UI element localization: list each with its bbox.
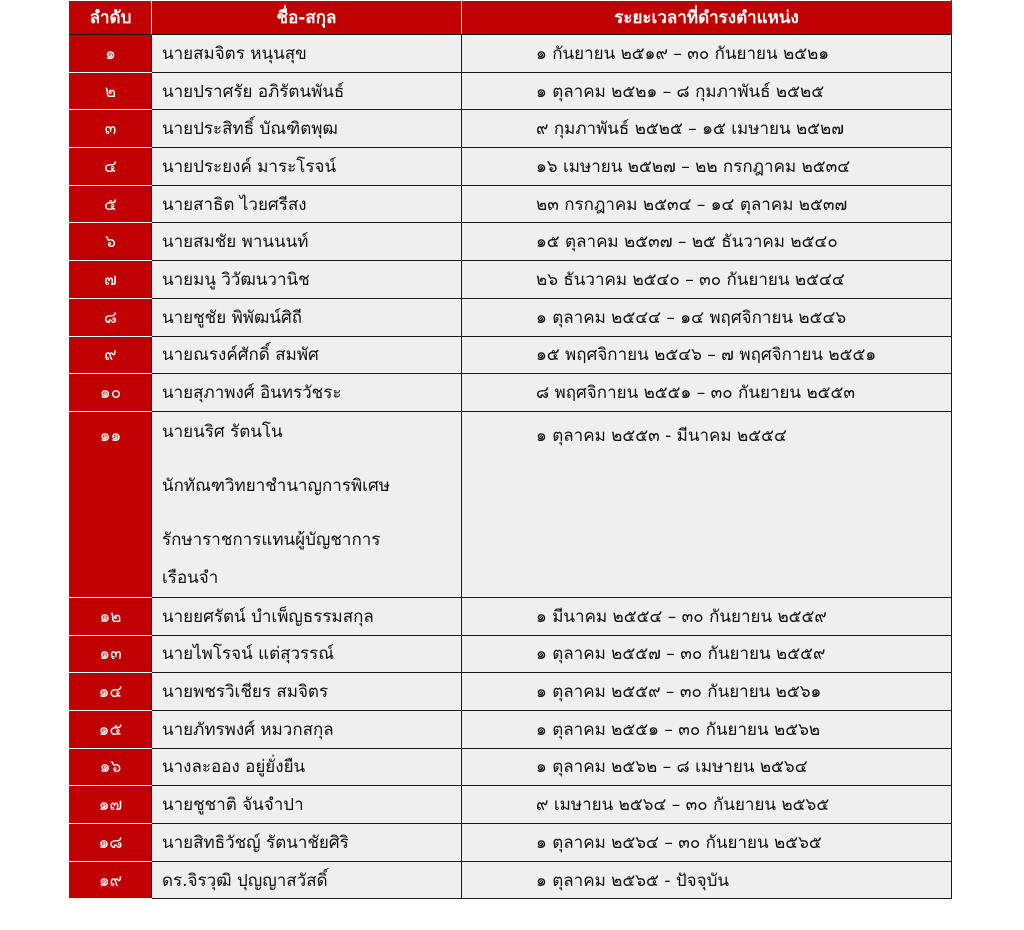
- row-number: ๑๘: [70, 824, 152, 862]
- table-row: [70, 35, 952, 73]
- table-row: [70, 110, 952, 148]
- table-row: [70, 597, 952, 635]
- row-name: นายประยงค์ มาระโรจน์: [152, 148, 462, 186]
- row-title-line: เรือนจำ: [162, 567, 219, 588]
- row-number: ๓: [70, 110, 152, 148]
- header-no: ลำดับ: [70, 1, 152, 35]
- row-period: ๑๖ เมษายน ๒๕๒๗ – ๒๒ กรกฎาคม ๒๕๓๔: [462, 148, 952, 186]
- row-number: ๑๕: [70, 710, 152, 748]
- row-period: ๑ ตุลาคม ๒๕๖๕ - ปัจจุบัน: [462, 861, 952, 899]
- row-number: ๔: [70, 148, 152, 186]
- row-title-line: นักทัณฑวิทยาชำนาญการพิเศษ: [162, 475, 390, 496]
- table-row: [70, 185, 952, 223]
- row-period: ๑ ตุลาคม ๒๕๒๑ – ๘ กุมภาพันธ์ ๒๕๒๕: [462, 72, 952, 110]
- row-name: นายปราศรัย อภิรัตนพันธ์: [152, 72, 462, 110]
- row-name: นางละออง อยู่ยั่งยืน: [152, 748, 462, 786]
- row-period: ๑ ตุลาคม ๒๕๖๔ – ๓๐ กันยายน ๒๕๖๕: [462, 824, 952, 862]
- row-period: ๒๖ ธันวาคม ๒๕๔๐ – ๓๐ กันยายน ๒๕๔๔: [462, 261, 952, 299]
- row-period: ๘ พฤศจิกายน ๒๕๕๑ – ๓๐ กันยายน ๒๕๕๓: [462, 374, 952, 412]
- table-row: [70, 72, 952, 110]
- table-row: [70, 148, 952, 186]
- row-number: ๑๐: [70, 374, 152, 412]
- row-name: นายสาธิต ไวยศรีสง: [152, 185, 462, 223]
- row-name: นายสิทธิวัชญ์ รัตนาชัยศิริ: [152, 824, 462, 862]
- row-period: ๑ ตุลาคม ๒๕๕๙ – ๓๐ กันยายน ๒๕๖๑: [462, 673, 952, 711]
- row-period: ๙ เมษายน ๒๕๖๔ – ๓๐ กันยายน ๒๕๖๕: [462, 786, 952, 824]
- row-period: ๑ ตุลาคม ๒๕๔๔ – ๑๔ พฤศจิกายน ๒๕๔๖: [462, 298, 952, 336]
- row-name: นายภัทรพงศ์ หมวกสกุล: [152, 710, 462, 748]
- row-number: ๒: [70, 72, 152, 110]
- row-name: นายสุภาพงศ์ อินทรวัชระ: [152, 374, 462, 412]
- table-row: [70, 336, 952, 374]
- row-period: ๙ กุมภาพันธ์ ๒๕๒๕ – ๑๕ เมษายน ๒๕๒๗: [462, 110, 952, 148]
- row-period: ๑ กันยายน ๒๕๑๙ – ๓๐ กันยายน ๒๕๒๑: [462, 35, 952, 73]
- row-name: นายชูชัย พิพัฒน์ศิถี: [152, 298, 462, 336]
- row-number: ๑๓: [70, 635, 152, 673]
- row-name: นายพชรวิเชียร สมจิตร: [152, 673, 462, 711]
- header-name: ชื่อ-สกุล: [152, 1, 462, 35]
- directors-table: [69, 0, 952, 899]
- row-number: ๑๔: [70, 673, 152, 711]
- row-number: ๙: [70, 336, 152, 374]
- row-period: ๒๓ กรกฎาคม ๒๕๓๔ – ๑๔ ตุลาคม ๒๕๓๗: [462, 185, 952, 223]
- table-row: [70, 786, 952, 824]
- row-name: นายมนู วิวัฒนวานิช: [152, 261, 462, 299]
- row-period: ๑ ตุลาคม ๒๕๖๒ – ๘ เมษายน ๒๕๖๔: [462, 748, 952, 786]
- row-number: ๑๙: [70, 861, 152, 899]
- row-period: ๑ ตุลาคม ๒๕๕๓ - มีนาคม ๒๕๕๔: [462, 411, 952, 597]
- row-period: ๑ ตุลาคม ๒๕๕๑ – ๓๐ กันยายน ๒๕๖๒: [462, 710, 952, 748]
- row-number: ๑๖: [70, 748, 152, 786]
- table-row: [70, 673, 952, 711]
- row-name: นายประสิทธิ์ บัณฑิตพุฒ: [152, 110, 462, 148]
- row-name: นายไพโรจน์ แต่สุวรรณ์: [152, 635, 462, 673]
- table-header-row: [70, 1, 952, 35]
- row-number: ๘: [70, 298, 152, 336]
- table-row: [70, 710, 952, 748]
- row-number: ๕: [70, 185, 152, 223]
- row-name: นายชูชาติ จันจำปา: [152, 786, 462, 824]
- table-row: [70, 261, 952, 299]
- row-period: ๑๕ ตุลาคม ๒๕๓๗ – ๒๕ ธันวาคม ๒๕๔๐: [462, 223, 952, 261]
- row-name: นายณรงค์ศักดิ์ สมพัศ: [152, 336, 462, 374]
- header-period: ระยะเวลาที่ดำรงตำแหน่ง: [462, 1, 952, 35]
- table-row: [70, 635, 952, 673]
- row-name: นายสมจิตร หนุนสุข: [152, 35, 462, 73]
- row-period: ๑๕ พฤศจิกายน ๒๕๔๖ – ๗ พฤศจิกายน ๒๕๕๑: [462, 336, 952, 374]
- row-name-line: นายนริศ รัตนโน: [162, 421, 283, 442]
- row-name: ดร.จิรวุฒิ ปุญญาสวัสดิ์: [152, 861, 462, 899]
- table-row: [70, 223, 952, 261]
- row-number: ๑: [70, 35, 152, 73]
- row-period: ๑ มีนาคม ๒๕๕๔ – ๓๐ กันยายน ๒๕๕๙: [462, 597, 952, 635]
- row-number: ๗: [70, 261, 152, 299]
- row-title-line: รักษาราชการแทนผู้บัญชาการ: [162, 529, 381, 550]
- row-name: [152, 411, 462, 597]
- row-number: ๑๒: [70, 597, 152, 635]
- row-period: ๑ ตุลาคม ๒๕๕๗ – ๓๐ กันยายน ๒๕๕๙: [462, 635, 952, 673]
- row-number: ๖: [70, 223, 152, 261]
- row-name: นายสมชัย พานนนท์: [152, 223, 462, 261]
- table-row: [70, 748, 952, 786]
- row-number: ๑๗: [70, 786, 152, 824]
- table-row: [70, 411, 952, 597]
- table-row: [70, 298, 952, 336]
- table-row: [70, 824, 952, 862]
- row-number: ๑๑: [70, 411, 152, 597]
- table-row: [70, 861, 952, 899]
- table-row: [70, 374, 952, 412]
- row-name: นายยศรัตน์ บำเพ็ญธรรมสกุล: [152, 597, 462, 635]
